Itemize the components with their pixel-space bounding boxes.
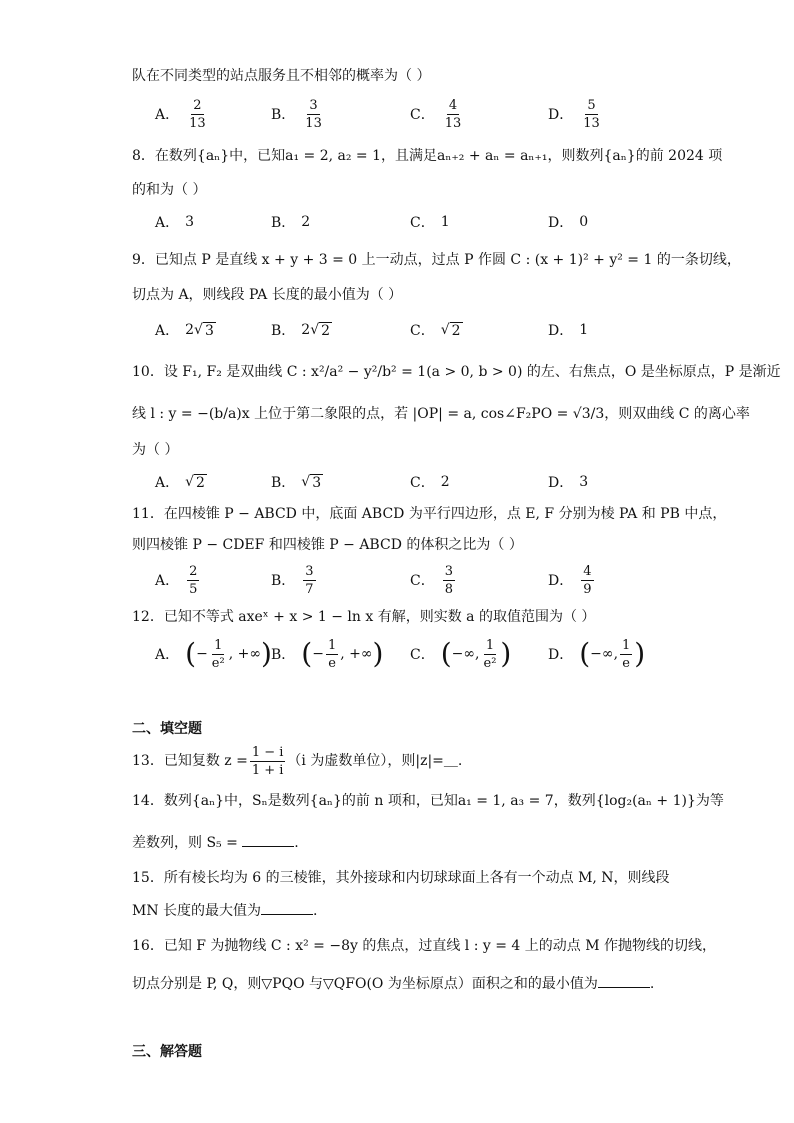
fraction: $\frac{3}{8}$ — [444, 563, 453, 597]
fraction: $\frac{1}{\text{e²}}$ — [211, 637, 225, 671]
q11-options — [155, 560, 715, 600]
left-paren: ( — [185, 637, 197, 670]
q11-option-c: C． $\frac{3}{8}$ — [410, 563, 453, 597]
q7-option-d — [548, 94, 604, 134]
q8-option-a: A． 3 — [155, 214, 195, 231]
q10-option-d: D． 3 — [548, 474, 589, 491]
q10-option-a: A． √ 2 — [155, 474, 205, 491]
fraction: $\frac{3}{13}$ — [305, 97, 322, 131]
q9-line-2: 切点为 A，则线段 PA 长度的最小值为（ ） — [132, 287, 403, 303]
fraction: $\frac{1}{e}$ — [622, 637, 631, 671]
answer-blank — [598, 973, 650, 988]
section-heading-solutions: 三、解答题 — [132, 1044, 202, 1060]
q12-option-b: B． ( − $\frac{1}{e}$ , +∞ ) — [271, 637, 384, 671]
fraction: $\frac{1 - i}{1 + i}$ — [251, 744, 284, 778]
q12-option-a: A． ( − $\frac{1}{\text{e²}}$ , +∞ ) — [155, 637, 272, 671]
left-paren: ( — [440, 637, 452, 670]
q12-option-c: C． ( −∞, $\frac{1}{\text{e²}}$ ) — [410, 637, 512, 671]
q7-stem: 队在不同类型的站点服务且不相邻的概率为（ ） — [132, 68, 431, 84]
fraction: $\frac{2}{13}$ — [189, 97, 206, 131]
q7-option-c — [410, 94, 465, 134]
fraction: $\frac{4}{13}$ — [444, 97, 462, 131]
q9-options — [155, 310, 715, 350]
q12-options — [155, 634, 715, 674]
q9-option-d: D． 1 — [548, 322, 589, 339]
fraction: $\frac{1}{e}$ — [327, 637, 337, 671]
q11-line-1: 11．在四棱锥 P − ABCD 中，底面 ABCD 为平行四边形，点 E, F 分别为棱 PA 和 PB 中点， — [132, 506, 727, 522]
q8-line-1: 8．在数列{aₙ}中，已知a₁ = 2, a₂ = 1，且满足aₙ₊₂ + aₙ = aₙ₊₁，则数列{aₙ}的前 2024 项 — [132, 148, 723, 164]
fraction: $\frac{5}{13}$ — [583, 97, 600, 131]
fraction: $\frac{3}{7}$ — [305, 563, 314, 597]
q11-option-b: B． $\frac{3}{7}$ — [271, 563, 314, 597]
q10-line-1: 10．设 F₁, F₂ 是双曲线 C : x²/a² − y²/b² = 1(a > 0, b > 0) 的左、右焦点，O 是坐标原点，P 是渐近 — [132, 364, 781, 380]
q11-line-2: 则四棱锥 P − CDEF 和四棱锥 P − ABCD 的体积之比为（ ） — [132, 537, 523, 553]
option-label: C． — [410, 107, 435, 123]
q8-options — [155, 202, 715, 242]
left-paren: ( — [301, 637, 313, 670]
q7-options — [155, 94, 715, 134]
right-paren: ) — [261, 637, 272, 670]
q10-options — [155, 462, 715, 502]
q9-option-a: A． 2 √ 3 — [155, 322, 214, 339]
q7-option-a — [155, 94, 210, 134]
option-label: A． — [155, 107, 180, 123]
q8-option-d: D． 0 — [548, 214, 589, 231]
q11-option-a: A． $\frac{2}{5}$ — [155, 563, 198, 597]
left-paren: ( — [579, 637, 591, 670]
q9-option-b: B． 2 √ 2 — [271, 322, 331, 339]
q16-line-1: 16．已知 F 为抛物线 C : x² = −8y 的焦点，过直线 l : y = 4 上的动点 M 作抛物线的切线， — [132, 938, 717, 954]
q14-line-2: 差数列，则 S₅ = . — [132, 832, 299, 853]
q8-line-2: 的和为（ ） — [132, 182, 207, 198]
fraction: $\frac{1}{\text{e²}}$ — [483, 637, 497, 671]
q10-line-2: 线 l : y = −(b/a)x 上位于第二象限的点，若 |OP| = a, cos∠F₂PO = √3/3，则双曲线 C 的离心率 — [132, 406, 750, 422]
q8-option-c: C． 1 — [410, 214, 450, 231]
answer-blank — [261, 900, 313, 915]
fraction: $\frac{4}{9}$ — [583, 563, 592, 597]
q15-line-2: MN 长度的最大值为 . — [132, 900, 318, 921]
option-label: B． — [271, 107, 296, 123]
right-paren: ) — [634, 637, 646, 670]
q9-option-c: C． √ 2 — [410, 322, 461, 339]
right-paren: ) — [500, 637, 512, 670]
option-label: D． — [548, 107, 574, 123]
fraction: $\frac{2}{5}$ — [189, 563, 198, 597]
right-paren: ) — [372, 637, 384, 670]
answer-blank — [242, 832, 294, 847]
q14-line-1: 14．数列{aₙ}中，Sₙ是数列{aₙ}的前 n 项和，已知a₁ = 1, a₃ = 7，数列{log₂(aₙ + 1)}为等 — [132, 793, 724, 809]
q9-line-1: 9．已知点 P 是直线 x + y + 3 = 0 上一动点，过点 P 作圆 C : (x + 1)² + y² = 1 的一条切线， — [132, 252, 741, 268]
q12-option-d: D． ( −∞, $\frac{1}{e}$ ) — [548, 637, 646, 671]
q10-line-3: 为（ ） — [132, 442, 179, 458]
q12-line-1: 12．已知不等式 axeˣ + x > 1 − ln x 有解，则实数 a 的取值范围为（ ） — [132, 609, 596, 625]
q7-option-b — [271, 94, 326, 134]
q15-line-1: 15．所有棱长均为 6 的三棱锥，其外接球和内切球球面上各有一个动点 M, N，则线段 — [132, 870, 670, 886]
q11-option-d: D． $\frac{4}{9}$ — [548, 563, 592, 597]
q10-option-c: C． 2 — [410, 474, 450, 491]
q13: 13．已知复数 z = $\frac{1 - i}{1 + i}$ （i 为虚数单位），则|z|=＿. — [132, 744, 463, 778]
q10-option-b: B． √ 3 — [271, 474, 322, 491]
section-heading-fill-blank: 二、填空题 — [132, 721, 202, 737]
q16-line-2: 切点分别是 P, Q，则▽PQO 与▽QFO(O 为坐标原点）面积之和的最小值为 . — [132, 973, 654, 994]
q8-option-b: B． 2 — [271, 214, 311, 231]
